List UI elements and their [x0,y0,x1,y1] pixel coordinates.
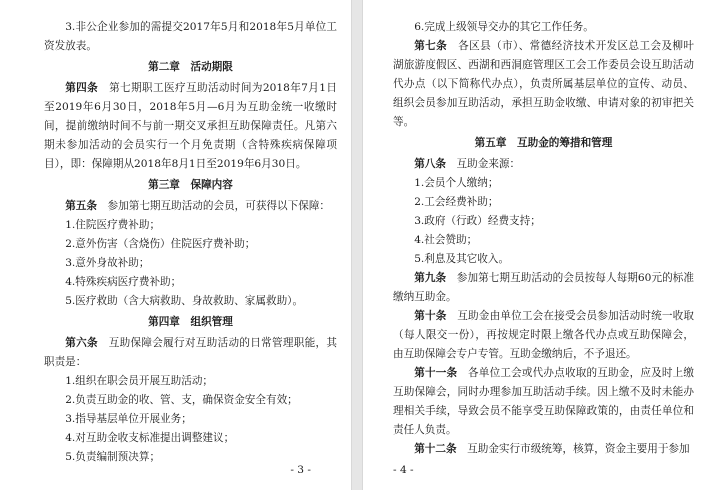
list-item: 3.政府（行政）经费支持； [414,215,541,227]
article-text: 互助金实行市级统筹，核算，资金主要用于参加 [456,443,690,455]
list-item: 3.指导基层单位开展业务； [65,413,192,425]
article-paragraph [393,37,694,132]
article-label: 第四条 [65,82,99,94]
article-label: 第八条 [414,158,446,170]
chapter-heading: 第四章 组织管理 [148,316,233,328]
document-page-left [0,0,352,490]
article-paragraph [44,334,337,372]
list-item: 1.住院医疗费补助； [65,219,161,231]
list-item: 2.工会经费补助； [414,196,499,208]
article-text: 互助金由单位工会在接受会员参加活动时统一收取（每人限交一份），再按规定时限上缴各代办点或互助保障会，由互助保障会专户专管。互助金缴纳后，不予退还。 [393,310,695,360]
article-text: 各区县（市）、常德经济技术开发区总工会及柳叶湖旅游度假区、西湖和西洞庭管理区工会工作委员会设互助活动代办点（以下简称代办点），负责所属基层单位的宣传、动员、组织会员参加互助活动，承担互助金收缴、申请对象的初审把关等。 [393,40,695,128]
chapter-heading: 第三章 保障内容 [148,179,233,191]
article-paragraph [393,307,694,364]
page-number: - 3 - [290,464,311,476]
paragraph: 3.非公企业参加的需提交2017年5月和2018年5月单位工资发放表。 [44,21,337,52]
document-page-right [362,0,720,490]
list-item: 4.对互助金收支标准提出调整建议； [65,432,235,444]
list-item: 4.社会赞助； [414,234,478,246]
article-paragraph [44,79,337,174]
article-paragraph [393,364,694,440]
list-item: 4.特殊疾病医疗费补助； [65,276,182,288]
article-text: 第七期职工医疗互助活动时间为2018年7月1日至2019年6月30日，2018年5月—6月为互助金统一收缴时间，提前缴纳时间不与前一期交叉承担互助保障责任。凡第六期未参加活动的会员实行一个月免责期（含特殊疾病保障项目），即：保障期从2018年8月1日至2019年6月30日。 [44,82,337,170]
list-item: 5.医疗救助（含大病救助、身故救助、家属救助）。 [65,295,304,307]
chapter-heading: 第二章 活动期限 [148,61,233,73]
list-item: 6.完成上级领导交办的其它工作任务。 [414,21,594,33]
list-item: 1.组织在职会员开展互助活动； [65,375,214,387]
article-label: 第十二条 [414,443,457,455]
page-number: - 4 - [393,464,414,476]
list-item: 5.利息及其它收入。 [414,253,510,265]
chapter-heading: 第五章 互助金的筹措和管理 [474,137,613,149]
list-item: 5.负责编制预决算； [65,451,161,463]
list-item: 2.负责互助金的收、管、支，确保资金安全有效； [65,394,298,406]
article-text: 互助保障会履行对互助活动的日常管理职能，其职责是： [44,337,338,368]
article-paragraph [393,155,694,174]
article-label: 第十条 [414,310,447,322]
article-text: 互助金来源： [445,158,521,170]
page-body [393,18,694,459]
page-body [44,18,337,467]
list-item: 3.意外身故补助； [65,257,150,269]
article-paragraph [393,440,694,459]
article-label: 第六条 [65,337,98,349]
article-label: 第九条 [414,272,447,284]
article-label: 第十一条 [414,367,458,379]
article-label: 第七条 [414,40,448,52]
list-item: 1.会员个人缴纳； [414,177,499,189]
list-item: 2.意外伤害（含烧伤）住院医疗费补助； [65,238,256,250]
article-paragraph [393,269,694,307]
article-paragraph [44,197,337,216]
article-label: 第五条 [65,200,97,212]
page-gutter [352,0,362,490]
article-text: 各单位工会或代办点收取的互助金，应及时上缴互助保障会，同时办理参加互助活动手续。因上缴不及时未能办理相关手续，导致会员不能享受互助保障政策的，由责任单位和责任人负责。 [393,367,695,436]
article-text: 参加第七期互助活动的会员按每人每期60元的标准缴纳互助金。 [393,272,695,303]
article-text: 参加第七期互助活动的会员，可获得以下保障： [96,200,331,212]
